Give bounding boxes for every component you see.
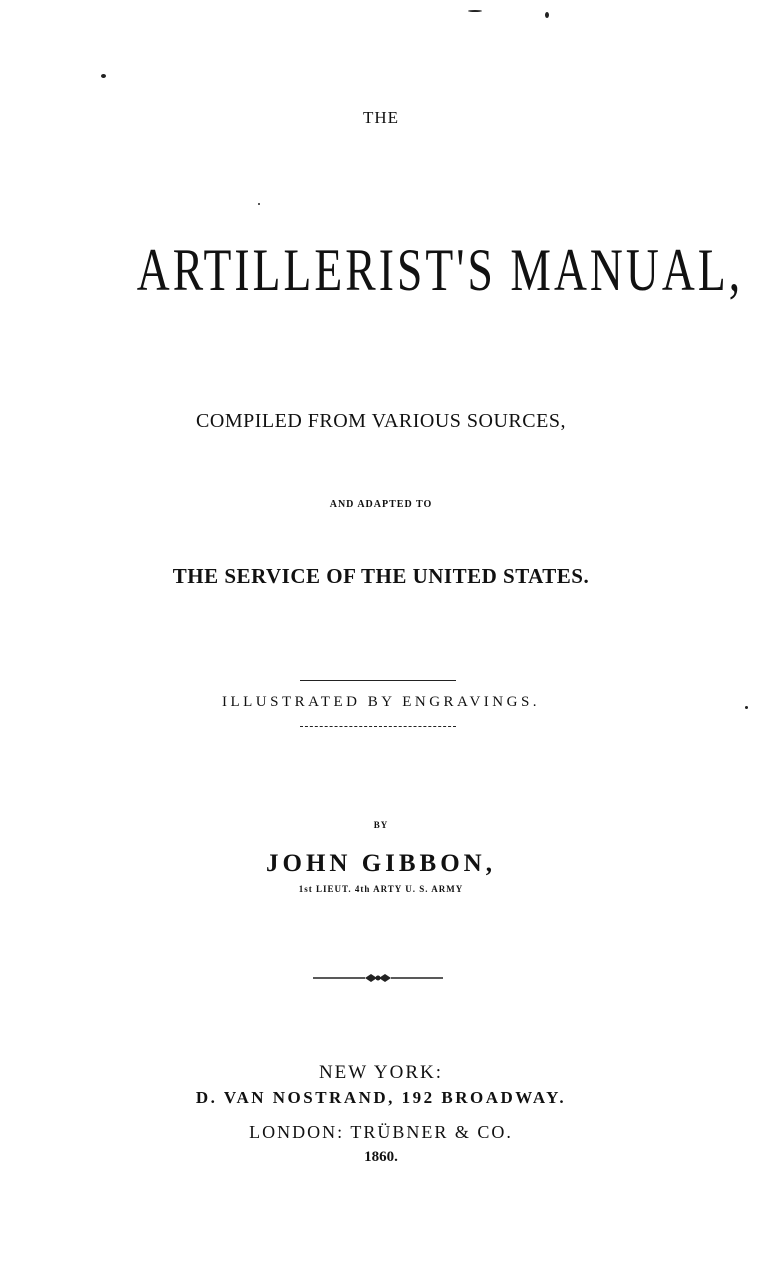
- main-title: ARTILLERIST'S MANUAL,: [136, 237, 744, 303]
- illustrated-line: ILLUSTRATED BY ENGRAVINGS.: [221, 694, 541, 710]
- speck-mark: [745, 706, 748, 709]
- ornament-divider-icon: [313, 972, 443, 984]
- speck-mark: [101, 74, 106, 78]
- city-line: NEW YORK:: [318, 1062, 444, 1083]
- service-line: THE SERVICE OF THE UNITED STATES.: [172, 564, 590, 588]
- speck-mark: [258, 203, 260, 205]
- by-line: BY: [373, 820, 389, 830]
- publication-year: 1860.: [364, 1149, 398, 1165]
- author-name: JOHN GIBBON,: [266, 850, 496, 877]
- upper-rule: [300, 680, 456, 681]
- lower-rule: [300, 726, 456, 727]
- publisher-line: D. VAN NOSTRAND, 192 BROADWAY.: [195, 1088, 567, 1107]
- title-the: THE: [362, 108, 400, 127]
- compiled-line: COMPILED FROM VARIOUS SOURCES,: [196, 410, 566, 432]
- london-line: LONDON: TRÜBNER & CO.: [249, 1122, 513, 1142]
- author-rank: 1st LIEUT. 4th ARTY U. S. ARMY: [298, 884, 464, 894]
- speck-mark: [468, 10, 482, 12]
- adapted-line: AND ADAPTED TO: [329, 499, 433, 510]
- speck-mark: [545, 12, 549, 18]
